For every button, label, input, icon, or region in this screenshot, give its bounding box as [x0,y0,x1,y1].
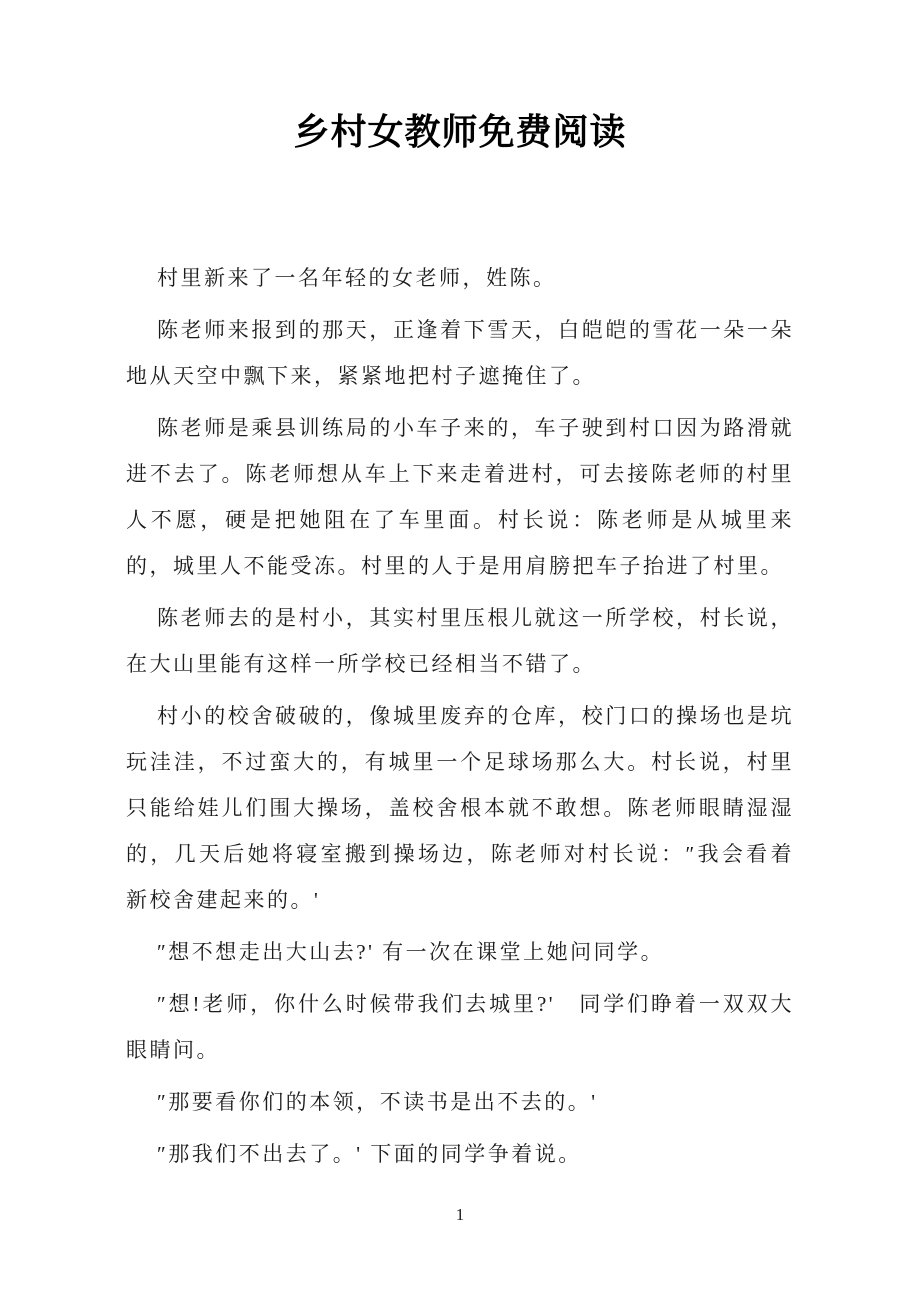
paragraph-7: ″想!老师，你什么时候带我们去城里?' 同学们睁着一双双大眼睛问。 [126,992,794,1062]
paragraph-2: 陈老师来报到的那天，正逢着下雪天，白皑皑的雪花一朵一朵地从天空中飘下来，紧紧地把村子遮掩住了。 [126,318,794,388]
document-body [126,255,794,1183]
paragraph-4: 陈老师去的是村小，其实村里压根儿就这一所学校，村长说，在大山里能有这样一所学校已经相当不错了。 [126,606,794,676]
paragraph-1: 村里新来了一名年轻的女老师，姓陈。 [157,266,557,290]
paragraph-9: ″那我们不出去了。' 下面的同学争着说。 [157,1142,582,1166]
paragraph-8: ″那要看你们的本领，不读书是出不去的。' [157,1090,598,1114]
document-title: 乡村女教师免费阅读 [293,112,627,152]
paragraph-6: ″想不想走出大山去?' 有一次在课堂上她问同学。 [157,940,665,964]
page-number: 1 [455,1205,465,1224]
paragraph-5: 村小的校舍破破的，像城里废弃的仓库，校门口的操场也是坑玩洼洼，不过蛮大的，有城里一个足球场那么大。村长说，村里只能给娃儿们围大操场，盖校舍根本就不敢想。陈老师眼睛湿湿的，几天后她将寝室搬到操场边，陈老师对村长说：″我会看着新校舍建起来的。' [126,704,794,912]
paragraph-3: 陈老师是乘县训练局的小车子来的，车子驶到村口因为路滑就进不去了。陈老师想从车上下来走着进村，可去接陈老师的村里人不愿，硬是把她阻在了车里面。村长说：陈老师是从城里来的，城里人不能受冻。村里的人于是用肩膀把车子抬进了村里。 [126,416,794,578]
